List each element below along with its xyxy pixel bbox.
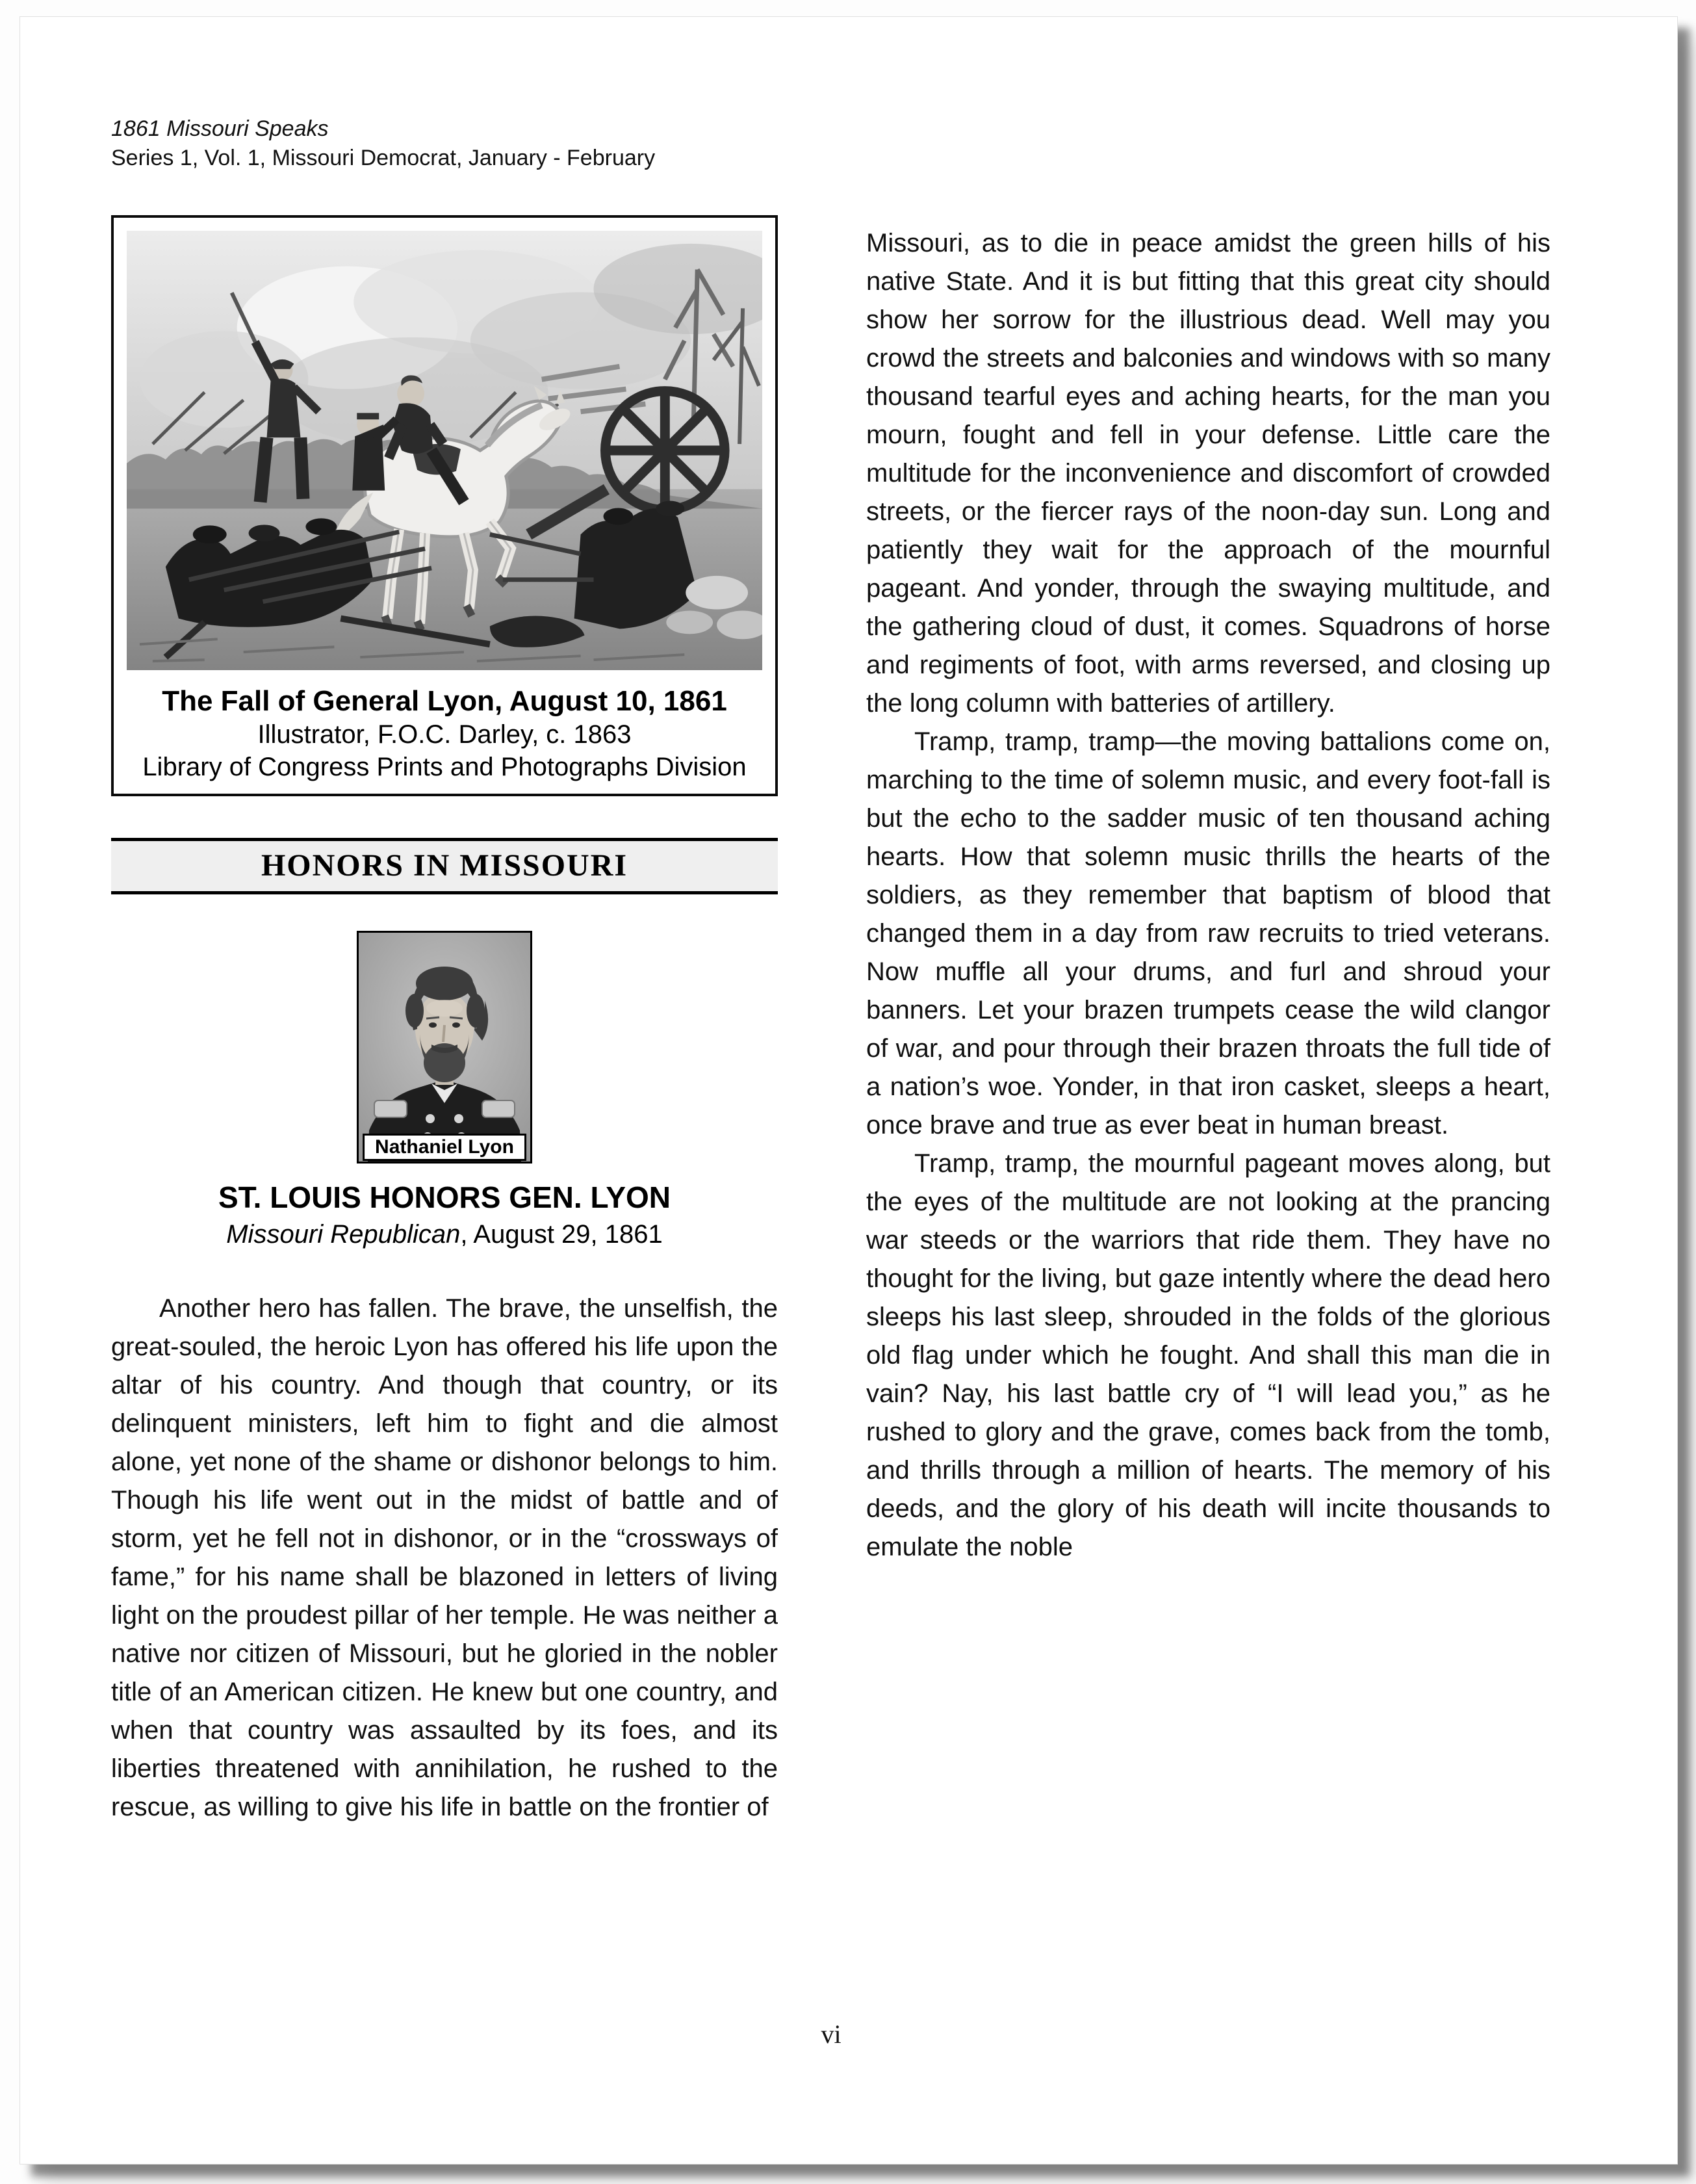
two-column-layout xyxy=(111,215,1550,1826)
article-body-right-paragraph-2: Tramp, tramp, tramp—the moving battalions come on, marching to the time of solemn music, and every foot-fall is but the echo to the sadder music of ten thousand aching hearts. How that solemn music thrills the hearts of the soldiers, as they remember that baptism of blood that changed them in a day from raw recruits to tried veterans. Now muffle all your drums, and furl and shroud your banners. Let your brazen trumpets cease the wild clangor of war, and pour through their brazen throats the full tide of a nation’s woe. Yonder, in that iron casket, sleeps a heart, once brave and true as ever beat in human breast. xyxy=(866,727,1550,1139)
article-body-right-paragraph-3: Tramp, tramp, the mournful pageant moves along, but the eyes of the multitude are not looking at the prancing war steeds or the warriors that ride them. They have no thought for the living, but gaze intently where the dead hero sleeps his last sleep, shrouded in the folds of the glorious old flag under which he fought. And shall this man die in vain? Nay, his last battle cry of “I will lead you,” as he rushed to glory and the grave, comes back from the tomb, and thrills through a million of hearts. The memory of his deeds, and the glory of his death will incite thousands to emulate the noble xyxy=(866,1149,1550,1561)
page-header xyxy=(111,114,1550,173)
article-body-right-paragraph-1: Missouri, as to die in peace amidst the green hills of his native State. And it is but fitting that this great city should show her sorrow for the illustrious dead. Well may you crowd the streets and balconies and windows with so many thousand tearful eyes and aching hearts, for the man you mourn, fought and fell in your defense. Little care the multitude for the inconvenience and discomfort of crowded streets, or the fiercer rays of the noon-day sun. Long and patiently they wait for the approach of the mournful pageant. And yonder, through the swaying multitude, and the gathering cloud of dust, it comes. Squadrons of horse and regiments of foot, with arms reversed, and closing up the long column with batteries of artillery. xyxy=(866,229,1550,718)
header-series-title: 1861 Missouri Speaks xyxy=(111,116,329,141)
article-body-left: Another hero has fallen. The brave, the unselfish, the great-souled, the heroic Lyon has offered his life upon the altar of his country. And though that country, or its delinquent ministers, left him to fight and die almost alone, yet none of the shame or dishonor belongs to him. Though his life went out in the midst of battle and of storm, yet he fell not in dishonor, or in the “crossways of fame,” for his name shall be blazoned in letters of living light on the proudest pillar of her temple. He was neither a native nor citizen of Missouri, but he gloried in the nobler title of an American citizen. He knew but one country, and when that country was assaulted by its foes, and its liberties threatened with annihilation, he rushed to the rescue, as willing to give his life in battle on the frontier of xyxy=(111,1294,778,1821)
article-subtitle-source: Missouri Republican xyxy=(226,1220,461,1249)
header-volume-line: Series 1, Vol. 1, Missouri Democrat, January - February xyxy=(111,146,656,170)
portrait-label: Nathaniel Lyon xyxy=(363,1134,526,1161)
left-column xyxy=(111,215,778,1826)
nathaniel-lyon-portrait-image xyxy=(359,933,530,1162)
figure-caption-title: The Fall of General Lyon, August 10, 1861 xyxy=(162,685,727,717)
article-subtitle xyxy=(111,1218,778,1251)
article-title: ST. LOUIS HONORS GEN. LYON xyxy=(218,1180,671,1214)
battle-engraving-image xyxy=(127,231,762,670)
portrait-image xyxy=(357,931,532,1164)
battle-figure xyxy=(111,215,778,796)
portrait-figure xyxy=(357,931,532,1164)
right-column xyxy=(866,215,1550,1566)
figure-caption-source: Library of Congress Prints and Photographs Division xyxy=(142,753,747,781)
figure-caption-illustrator: Illustrator, F.O.C. Darley, c. 1863 xyxy=(257,720,632,749)
section-heading-honors-in-missouri: HONORS IN MISSOURI xyxy=(111,838,778,894)
article-subtitle-date: , August 29, 1861 xyxy=(460,1220,663,1249)
page-number: vi xyxy=(821,2020,842,2049)
document-page xyxy=(19,16,1678,2164)
